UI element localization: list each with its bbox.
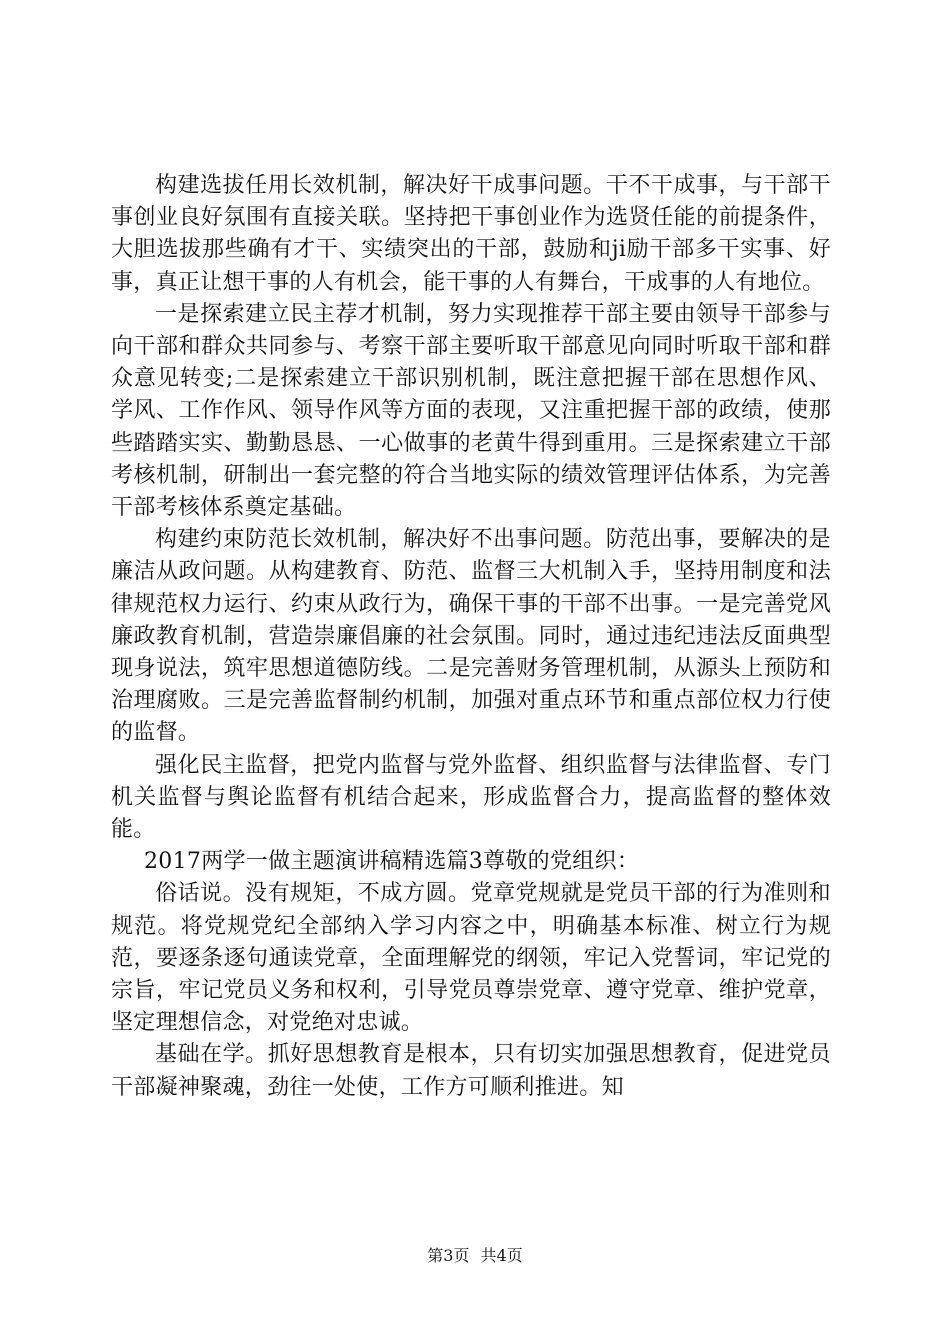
page-total: 共4页 xyxy=(480,1246,523,1265)
page-footer xyxy=(0,1243,950,1266)
page-number: 第3页 xyxy=(427,1246,470,1265)
section-heading: 2017两学一做主题演讲稿精选篇3尊敬的党组织： xyxy=(144,849,640,875)
document-body xyxy=(111,170,831,1104)
paragraph: 构建选拔任用长效机制，解决好干成事问题。干不干成事，与干部干事创业良好氛围有直接关联。坚持把干事创业作为选贤任能的前提条件，大胆选拔那些确有才干、实绩突出的干部，鼓励和ji励干部多干实事、好事，真正让想干事的人有机会，能干事的人有舞台，干成事的人有地位。 xyxy=(111,173,831,295)
paragraph: 基础在学。抓好思想教育是根本，只有切实加强思想教育，促进党员干部凝神聚魂，劲往一处使，工作方可顺利推进。知 xyxy=(111,1042,831,1100)
paragraph: 一是探索建立民主荐才机制，努力实现推荐干部主要由领导干部参与向干部和群众共同参与、考察干部主要听取干部意见向同时听取干部和群众意见转变;二是探索建立干部识别机制，既注意把握干部在思想作风、学风、工作作风、领导作风等方面的表现，又注重把握干部的政绩，使那些踏踏实实、勤勤恳恳、一心做事的老黄牛得到重用。三是探索建立干部考核机制，研制出一套完整的符合当地实际的绩效管理评估体系，为完善干部考核体系奠定基础。 xyxy=(111,301,831,521)
paragraph: 构建约束防范长效机制，解决好不出事问题。防范出事，要解决的是廉洁从政问题。从构建教育、防范、监督三大机制入手，坚持用制度和法律规范权力运行、约束从政行为，确保干事的干部不出事。一是完善党风廉政教育机制，营造崇廉倡廉的社会氛围。同时，通过违纪违法反面典型现身说法，筑牢思想道德防线。二是完善财务管理机制，从源头上预防和治理腐败。三是完善监督制约机制，加强对重点环节和重点部位权力行使的监督。 xyxy=(111,527,831,746)
paragraph: 俗话说。没有规矩，不成方圆。党章党规就是党员干部的行为准则和规范。将党规党纪全部纳入学习内容之中，明确基本标准、树立行为规范，要逐条逐句通读党章，全面理解党的纲领，牢记入党誓词，牢记党的宗旨，牢记党员义务和权利，引导党员尊崇党章、遵守党章、维护党章，坚定理想信念，对党绝对忠诚。 xyxy=(111,881,831,1036)
paragraph: 强化民主监督，把党内监督与党外监督、组织监督与法律监督、专门机关监督与舆论监督有机结合起来，形成监督合力，提高监督的整体效能。 xyxy=(111,752,831,843)
